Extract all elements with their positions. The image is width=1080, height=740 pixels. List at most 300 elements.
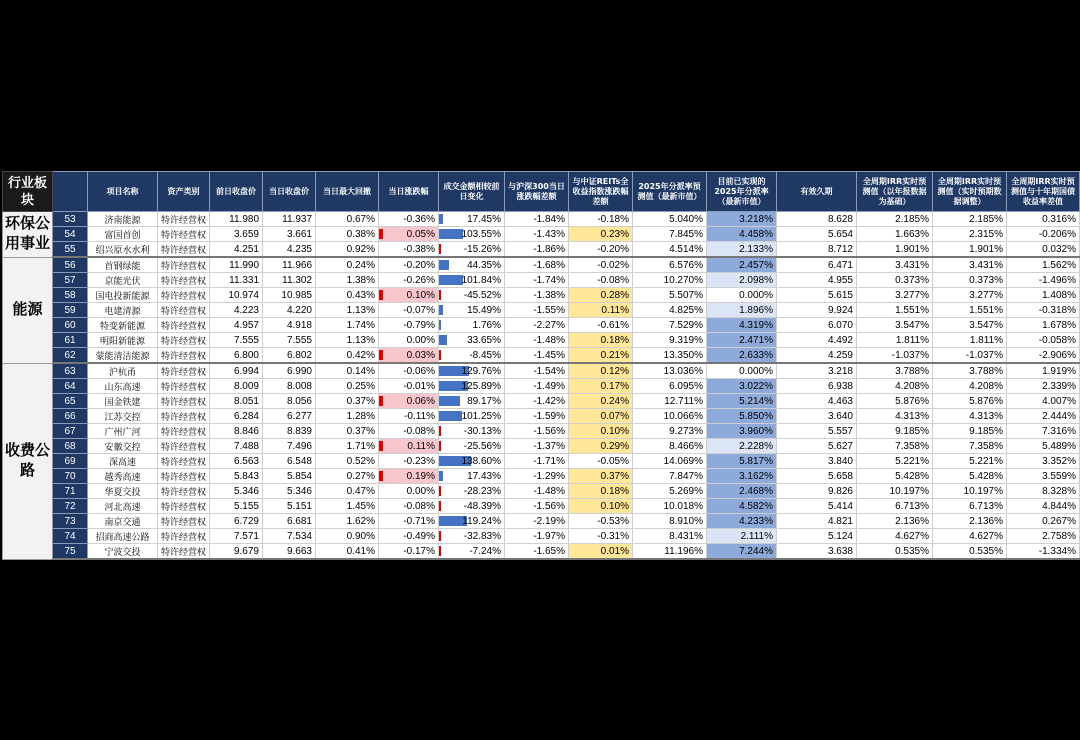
vs-reits-index-value: -0.02% [597, 259, 629, 271]
vs-hs300-cell [505, 242, 569, 258]
vs-reits-index-value: 0.17% [600, 380, 629, 392]
dist-forecast-value: 10.066% [663, 410, 703, 422]
close-price-cell [263, 394, 316, 409]
turnover-negative-bar [439, 531, 441, 541]
dist-realized-cell [707, 348, 777, 364]
irr-annual-value: 5.221% [895, 455, 929, 467]
dist-realized-cell [707, 288, 777, 303]
turnover-change-value: 129.76% [461, 365, 501, 377]
max-drawdown-cell [316, 257, 379, 273]
row-number-value: 56 [64, 259, 76, 271]
prev-close-value: 6.994 [233, 365, 259, 377]
irr-spread-value: -0.058% [1038, 334, 1076, 346]
max-drawdown-value: 0.90% [346, 530, 375, 542]
close-price-value: 5.151 [286, 500, 312, 512]
turnover-change-value: 17.45% [467, 213, 501, 225]
irr-annual-cell [857, 303, 933, 318]
turnover-change-value: -30.13% [463, 425, 501, 437]
turnover-bar [439, 471, 443, 481]
change-bar [379, 229, 383, 239]
irr-adjusted-value: 1.811% [969, 334, 1003, 346]
dist-forecast-value: 10.018% [663, 500, 703, 512]
irr-adjusted-value: 3.431% [969, 259, 1003, 271]
dist-forecast-cell [633, 363, 707, 379]
row-number-cell [53, 348, 88, 364]
irr-annual-cell [857, 273, 933, 288]
dist-forecast-value: 11.196% [664, 545, 703, 557]
row-number-value: 69 [64, 455, 76, 467]
vs-hs300-value: -1.54% [533, 365, 565, 377]
prev-close-value: 4.251 [233, 243, 259, 255]
max-drawdown-cell [316, 439, 379, 454]
irr-adjusted-value: 3.547% [969, 319, 1003, 331]
change-pct-value: -0.20% [403, 259, 435, 271]
project-name-cell [88, 514, 158, 529]
turnover-change-value: -45.52% [463, 289, 501, 301]
max-drawdown-value: 1.28% [346, 410, 375, 422]
dist-realized-cell [707, 333, 777, 348]
vs-reits-index-value: -0.05% [597, 455, 629, 467]
irr-adjusted-value: 9.185% [969, 425, 1003, 437]
project-name-value: 安徽交控 [104, 441, 141, 452]
irr-spread-value: 1.408% [1042, 289, 1076, 301]
row-number-value: 63 [64, 365, 76, 377]
irr-annual-cell [857, 469, 933, 484]
prev-close-cell [210, 379, 263, 394]
irr-spread-cell [1007, 484, 1080, 499]
prev-close-value: 8.051 [233, 395, 259, 407]
asset-type-cell [158, 257, 210, 273]
duration-cell [777, 484, 857, 499]
close-price-value: 5.854 [286, 470, 312, 482]
max-drawdown-value: 1.13% [346, 334, 375, 346]
irr-adjusted-cell [933, 273, 1007, 288]
prev-close-value: 9.679 [233, 545, 259, 557]
change-pct-cell [379, 273, 439, 288]
duration-value: 4.259 [827, 349, 853, 361]
vs-hs300-cell [505, 318, 569, 333]
vs-reits-index-cell [569, 303, 633, 318]
prev-close-value: 4.223 [233, 304, 259, 316]
dist-realized-cell [707, 544, 777, 560]
close-price-cell [263, 227, 316, 242]
turnover-change-value: -7.24% [469, 545, 501, 557]
turnover-change-cell [439, 363, 505, 379]
change-pct-cell [379, 379, 439, 394]
prev-close-value: 11.990 [229, 259, 259, 271]
change-pct-cell [379, 439, 439, 454]
header-row [3, 172, 1080, 212]
irr-annual-value: 2.136% [895, 515, 929, 527]
vs-hs300-value: -1.71% [533, 455, 565, 467]
change-bar [379, 471, 383, 481]
irr-spread-cell [1007, 348, 1080, 364]
table-body [3, 212, 1080, 560]
irr-spread-cell [1007, 469, 1080, 484]
dist-forecast-value: 8.431% [669, 530, 703, 542]
change-pct-cell [379, 288, 439, 303]
dist-realized-cell [707, 379, 777, 394]
asset-type-value: 特许经营权 [161, 366, 207, 377]
duration-cell [777, 333, 857, 348]
prev-close-cell [210, 424, 263, 439]
prev-close-cell [210, 439, 263, 454]
turnover-negative-bar [439, 441, 441, 451]
vs-reits-index-value: 0.24% [600, 395, 629, 407]
row-number-value: 71 [64, 485, 76, 497]
asset-type-cell [158, 379, 210, 394]
duration-value: 9.826 [827, 485, 853, 497]
irr-adjusted-value: 4.313% [969, 410, 1003, 422]
irr-annual-cell [857, 424, 933, 439]
max-drawdown-cell [316, 514, 379, 529]
asset-type-value: 特许经营权 [161, 305, 207, 316]
header-close: 当日收盘价 [263, 172, 316, 212]
irr-adjusted-cell [933, 499, 1007, 514]
duration-cell [777, 394, 857, 409]
project-name-value: 越秀高速 [104, 471, 141, 482]
dist-forecast-cell [633, 514, 707, 529]
header-dist-forecast: 2025年分派率预测值（最新市值） [633, 172, 707, 212]
turnover-change-value: -48.39% [463, 500, 501, 512]
project-name-cell [88, 544, 158, 560]
duration-cell [777, 454, 857, 469]
close-price-cell [263, 273, 316, 288]
dist-forecast-value: 4.825% [669, 304, 703, 316]
irr-annual-cell [857, 348, 933, 364]
irr-adjusted-cell [933, 227, 1007, 242]
prev-close-cell [210, 273, 263, 288]
dist-realized-cell [707, 318, 777, 333]
table-row [3, 212, 1080, 227]
close-price-cell [263, 409, 316, 424]
vs-hs300-cell [505, 379, 569, 394]
turnover-bar [439, 411, 462, 421]
irr-spread-value: 2.339% [1042, 380, 1076, 392]
vs-reits-index-value: 0.01% [600, 545, 629, 557]
turnover-change-value: 17.43% [467, 470, 501, 482]
dist-forecast-value: 10.270% [663, 274, 703, 286]
dist-forecast-value: 13.350% [663, 349, 703, 361]
change-pct-value: -0.01% [403, 380, 435, 392]
turnover-negative-bar [439, 486, 441, 496]
irr-spread-value: 1.919% [1042, 365, 1076, 377]
prev-close-cell [210, 348, 263, 364]
row-number-value: 58 [64, 289, 76, 301]
asset-type-cell [158, 439, 210, 454]
dist-realized-value: 7.244% [739, 545, 773, 557]
table-row [3, 439, 1080, 454]
dist-realized-value: 3.022% [739, 380, 773, 392]
turnover-negative-bar [439, 426, 441, 436]
irr-adjusted-value: 2.185% [969, 213, 1003, 225]
irr-adjusted-cell [933, 363, 1007, 379]
dist-forecast-value: 7.847% [669, 470, 703, 482]
irr-adjusted-cell [933, 379, 1007, 394]
dist-realized-value: 4.233% [739, 515, 773, 527]
turnover-change-value: 15.49% [467, 304, 501, 316]
dist-forecast-value: 6.095% [669, 380, 703, 392]
vs-hs300-value: -2.27% [533, 319, 565, 331]
row-number-cell [53, 469, 88, 484]
vs-reits-index-cell [569, 348, 633, 364]
close-price-value: 4.918 [286, 319, 312, 331]
prev-close-cell [210, 544, 263, 560]
table-row [3, 333, 1080, 348]
duration-value: 4.492 [827, 334, 853, 346]
row-number-value: 61 [64, 334, 76, 346]
duration-cell [777, 439, 857, 454]
irr-spread-value: 2.758% [1042, 530, 1076, 542]
change-pct-cell [379, 363, 439, 379]
irr-spread-value: 7.316% [1042, 425, 1076, 437]
dist-forecast-value: 7.845% [669, 228, 703, 240]
vs-reits-index-cell [569, 409, 633, 424]
row-number-cell [53, 333, 88, 348]
prev-close-cell [210, 484, 263, 499]
turnover-bar [439, 396, 460, 406]
asset-type-value: 特许经营权 [161, 411, 207, 422]
dist-realized-value: 3.218% [739, 213, 773, 225]
change-pct-cell [379, 454, 439, 469]
asset-type-value: 特许经营权 [161, 471, 207, 482]
dist-realized-value: 5.850% [739, 410, 773, 422]
irr-annual-value: 5.876% [895, 395, 929, 407]
duration-cell [777, 273, 857, 288]
vs-reits-index-cell [569, 529, 633, 544]
close-price-value: 8.056 [286, 395, 312, 407]
asset-type-cell [158, 499, 210, 514]
change-pct-value: -0.08% [403, 500, 435, 512]
irr-spread-cell [1007, 499, 1080, 514]
vs-hs300-cell [505, 303, 569, 318]
close-price-cell [263, 212, 316, 227]
turnover-change-cell [439, 273, 505, 288]
table-row [3, 303, 1080, 318]
change-pct-value: -0.06% [403, 365, 435, 377]
close-price-value: 6.681 [286, 515, 312, 527]
irr-annual-value: 7.358% [895, 440, 929, 452]
project-name-cell [88, 348, 158, 364]
prev-close-cell [210, 514, 263, 529]
change-pct-cell [379, 212, 439, 227]
project-name-cell [88, 394, 158, 409]
dist-forecast-value: 9.273% [669, 425, 703, 437]
irr-adjusted-cell [933, 257, 1007, 273]
change-pct-value: -0.38% [403, 243, 435, 255]
irr-annual-cell [857, 454, 933, 469]
prev-close-cell [210, 288, 263, 303]
dist-realized-cell [707, 514, 777, 529]
asset-type-cell [158, 242, 210, 258]
asset-type-value: 特许经营权 [161, 501, 207, 512]
project-name-cell [88, 333, 158, 348]
turnover-change-cell [439, 424, 505, 439]
vs-reits-index-value: 0.18% [600, 485, 629, 497]
turnover-change-value: 119.24% [462, 515, 501, 527]
max-drawdown-value: 0.67% [346, 213, 375, 225]
project-name-cell [88, 529, 158, 544]
max-drawdown-value: 0.24% [346, 259, 375, 271]
dist-realized-cell [707, 484, 777, 499]
vs-hs300-value: -1.29% [533, 470, 565, 482]
close-price-value: 11.302 [282, 274, 312, 286]
dist-realized-value: 2.133% [739, 243, 773, 255]
project-name-cell [88, 409, 158, 424]
max-drawdown-value: 0.25% [346, 380, 375, 392]
asset-type-cell [158, 409, 210, 424]
change-pct-value: 0.03% [406, 349, 435, 361]
project-name-cell [88, 288, 158, 303]
max-drawdown-cell [316, 409, 379, 424]
duration-value: 6.471 [827, 259, 853, 271]
close-price-cell [263, 469, 316, 484]
irr-annual-value: 10.197% [889, 485, 929, 497]
vs-hs300-value: -1.74% [533, 274, 565, 286]
irr-annual-cell [857, 318, 933, 333]
max-drawdown-cell [316, 394, 379, 409]
vs-hs300-value: -1.48% [533, 334, 565, 346]
vs-reits-index-value: -0.20% [597, 243, 629, 255]
vs-hs300-cell [505, 348, 569, 364]
duration-value: 6.070 [827, 319, 853, 331]
asset-type-value: 特许经营权 [161, 516, 207, 527]
dist-forecast-cell [633, 348, 707, 364]
irr-spread-cell [1007, 379, 1080, 394]
irr-spread-cell [1007, 454, 1080, 469]
row-number-cell [53, 529, 88, 544]
irr-adjusted-cell [933, 469, 1007, 484]
project-name-cell [88, 273, 158, 288]
table-row [3, 257, 1080, 273]
dist-forecast-value: 14.069% [663, 455, 703, 467]
asset-type-cell [158, 318, 210, 333]
project-name-value: 国电投新能源 [95, 290, 150, 301]
irr-adjusted-value: 4.627% [969, 530, 1003, 542]
prev-close-cell [210, 409, 263, 424]
irr-adjusted-value: -1.037% [965, 349, 1003, 361]
dist-forecast-cell [633, 484, 707, 499]
max-drawdown-cell [316, 363, 379, 379]
vs-reits-index-cell [569, 333, 633, 348]
vs-hs300-cell [505, 484, 569, 499]
change-pct-value: -0.49% [403, 530, 435, 542]
dist-realized-cell [707, 469, 777, 484]
dist-realized-cell [707, 257, 777, 273]
max-drawdown-value: 1.45% [346, 500, 375, 512]
irr-annual-cell [857, 379, 933, 394]
prev-close-cell [210, 363, 263, 379]
irr-spread-value: -0.206% [1038, 228, 1076, 240]
duration-cell [777, 529, 857, 544]
vs-hs300-value: -1.86% [533, 243, 565, 255]
row-number-cell [53, 514, 88, 529]
prev-close-value: 7.571 [233, 530, 259, 542]
turnover-negative-bar [439, 350, 441, 360]
asset-type-cell [158, 544, 210, 560]
prev-close-cell [210, 529, 263, 544]
max-drawdown-cell [316, 529, 379, 544]
vs-hs300-value: -1.49% [533, 380, 565, 392]
turnover-change-cell [439, 409, 505, 424]
irr-spread-cell [1007, 242, 1080, 258]
irr-spread-value: 4.844% [1042, 500, 1076, 512]
dist-forecast-cell [633, 409, 707, 424]
max-drawdown-cell [316, 242, 379, 258]
prev-close-cell [210, 227, 263, 242]
project-name-value: 山东高速 [104, 381, 141, 392]
header-change-pct: 当日涨跌幅 [379, 172, 439, 212]
turnover-change-value: -25.56% [463, 440, 501, 452]
dist-realized-value: 2.468% [739, 485, 773, 497]
close-price-cell [263, 514, 316, 529]
prev-close-value: 6.729 [233, 515, 259, 527]
turnover-change-cell [439, 394, 505, 409]
row-number-value: 62 [64, 349, 76, 361]
irr-adjusted-cell [933, 529, 1007, 544]
asset-type-cell [158, 348, 210, 364]
irr-spread-value: 1.678% [1042, 319, 1076, 331]
project-name-value: 蒙能清洁能源 [95, 350, 150, 361]
turnover-change-value: 103.55% [461, 228, 501, 240]
irr-spread-value: -2.906% [1038, 349, 1076, 361]
irr-spread-cell [1007, 212, 1080, 227]
irr-adjusted-value: 2.136% [969, 515, 1003, 527]
close-price-value: 11.966 [282, 259, 312, 271]
change-pct-cell [379, 348, 439, 364]
close-price-cell [263, 529, 316, 544]
project-name-value: 宁波交投 [104, 546, 141, 557]
turnover-change-cell [439, 544, 505, 560]
row-number-cell [53, 499, 88, 514]
sector-label: 环保公用事业 [3, 212, 53, 258]
table-row [3, 409, 1080, 424]
irr-spread-cell [1007, 227, 1080, 242]
project-name-cell [88, 454, 158, 469]
prev-close-value: 7.488 [233, 440, 259, 452]
irr-spread-cell [1007, 544, 1080, 560]
prev-close-value: 11.331 [229, 274, 259, 286]
dist-forecast-value: 4.514% [669, 243, 703, 255]
close-price-cell [263, 257, 316, 273]
vs-reits-index-cell [569, 212, 633, 227]
irr-adjusted-value: 6.713% [969, 500, 1003, 512]
duration-cell [777, 544, 857, 560]
max-drawdown-cell [316, 499, 379, 514]
vs-hs300-value: -1.45% [533, 349, 565, 361]
dist-realized-cell [707, 227, 777, 242]
dist-realized-value: 0.000% [739, 289, 773, 301]
dist-realized-cell [707, 454, 777, 469]
row-number-value: 65 [64, 395, 76, 407]
asset-type-cell [158, 227, 210, 242]
vs-hs300-cell [505, 529, 569, 544]
change-pct-cell [379, 469, 439, 484]
project-name-value: 招商高速公路 [95, 531, 150, 542]
irr-annual-value: 4.627% [895, 530, 929, 542]
vs-reits-index-cell [569, 394, 633, 409]
change-pct-value: 0.00% [406, 485, 435, 497]
vs-reits-index-cell [569, 424, 633, 439]
max-drawdown-value: 0.37% [346, 395, 375, 407]
vs-hs300-cell [505, 424, 569, 439]
project-name-cell [88, 469, 158, 484]
irr-adjusted-value: 1.901% [969, 243, 1003, 255]
row-number-value: 66 [64, 410, 76, 422]
duration-cell [777, 469, 857, 484]
irr-adjusted-cell [933, 454, 1007, 469]
change-pct-value: -0.11% [404, 410, 435, 422]
